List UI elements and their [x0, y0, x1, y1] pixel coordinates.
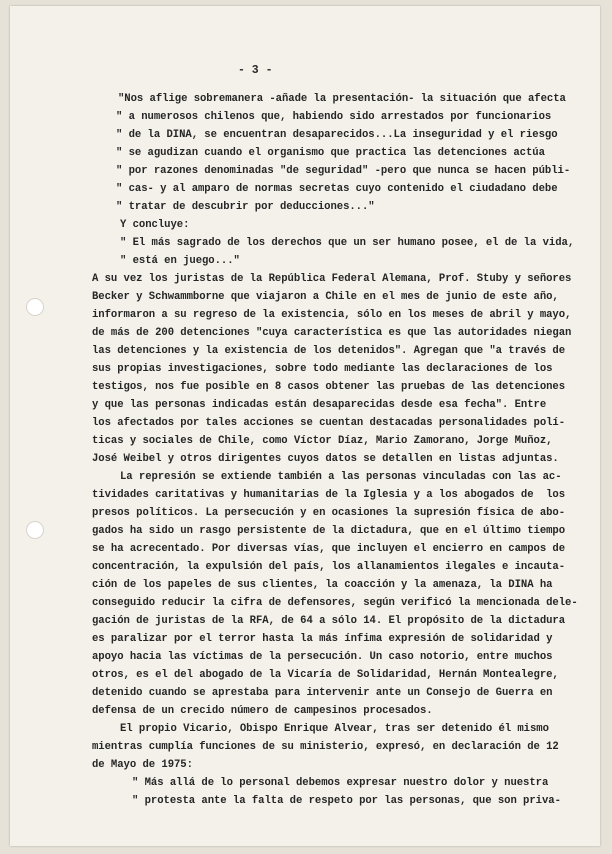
text-line: apoyo hacia las víctimas de la persecución. Un caso notorio, entre muchos [92, 651, 553, 663]
text-line: los afectados por tales acciones se cuentan destacadas personalidades polí- [92, 417, 566, 429]
page-number: - 3 - [238, 64, 273, 77]
text-line: Becker y Schwammborne que viajaron a Chile en el mes de junio de este año, [92, 291, 559, 303]
text-line: " Más allá de lo personal debemos expresar nuestro dolor y nuestra [132, 777, 549, 789]
text-line: " tratar de descubrir por deducciones..." [116, 201, 375, 213]
text-line: gados ha sido un rasgo persistente de la dictadura, que en el último tiempo [92, 525, 566, 537]
text-line: " está en juego..." [120, 255, 240, 267]
text-line: " cas- y al amparo de normas secretas cuyo contenido el ciudadano debe [116, 183, 558, 195]
text-line: Y concluye: [120, 219, 190, 231]
punch-hole [26, 298, 44, 316]
text-line: detenido cuando se aprestaba para intervenir ante un Consejo de Guerra en [92, 687, 553, 699]
text-line: defensa de un crecido número de campesinos procesados. [92, 705, 433, 717]
text-line: " a numerosos chilenos que, habiendo sido arrestados por funcionarios [116, 111, 552, 123]
text-line: presos políticos. La persecución y en ocasiones la supresión física de abo- [92, 507, 566, 519]
text-line: y que las personas indicadas están desaparecidas desde esa fecha". Entre [92, 399, 547, 411]
text-line: de más de 200 detenciones "cuya característica es que las autoridades niegan [92, 327, 572, 339]
text-line: " por razones denominadas "de seguridad" -pero que nunca se hacen públi- [116, 165, 571, 177]
text-line: sus propias investigaciones, sobre todo mediante las declaraciones de los [92, 363, 553, 375]
text-line: conseguido reducir la cifra de defensores, según verificó la mencionada dele- [92, 597, 578, 609]
text-line: las detenciones y la existencia de los detenidos". Agregan que "a través de [92, 345, 566, 357]
text-line: testigos, nos fue posible en 8 casos obtener las pruebas de las detenciones [92, 381, 566, 393]
text-line: " protesta ante la falta de respeto por las personas, que son priva- [132, 795, 561, 807]
document-page [10, 6, 600, 846]
text-line: ción de los papeles de sus clientes, la coacción y la amenaza, la DINA ha [92, 579, 553, 591]
text-line: de Mayo de 1975: [92, 759, 193, 771]
text-line: es paralizar por el terror hasta la más ínfima expresión de solidaridad y [92, 633, 553, 645]
text-line: gación de juristas de la RFA, de 64 a sólo 14. El propósito de la dictadura [92, 615, 566, 627]
text-line: informaron a su regreso de la existencia, sólo en los meses de abril y mayo, [92, 309, 572, 321]
text-line: concentración, la expulsión del país, los allanamientos ilegales e incauta- [92, 561, 566, 573]
text-line: mientras cumplía funciones de su ministerio, expresó, en declaración de 12 [92, 741, 559, 753]
text-line: José Weibel y otros dirigentes cuyos datos se detallen en listas adjuntas. [92, 453, 559, 465]
text-line: El propio Vicario, Obispo Enrique Alvear, tras ser detenido él mismo [120, 723, 549, 735]
text-line: " El más sagrado de los derechos que un ser humano posee, el de la vida, [120, 237, 575, 249]
text-line: " se agudizan cuando el organismo que practica las detenciones actúa [116, 147, 545, 159]
text-line: La represión se extiende también a las personas vinculadas con las ac- [120, 471, 562, 483]
text-line: A su vez los juristas de la República Federal Alemana, Prof. Stuby y señores [92, 273, 572, 285]
punch-hole [26, 521, 44, 539]
text-line: ticas y sociales de Chile, como Víctor Díaz, Mario Zamorano, Jorge Muñoz, [92, 435, 553, 447]
text-line: " de la DINA, se encuentran desaparecidos...La inseguridad y el riesgo [116, 129, 558, 141]
text-line: otros, es el del abogado de la Vicaría de Solidaridad, Hernán Montealegre, [92, 669, 559, 681]
text-line: "Nos aflige sobremanera -añade la presentación- la situación que afecta [118, 93, 566, 105]
text-line: tividades caritativas y humanitarias de la Iglesia y a los abogados de los [92, 489, 566, 501]
text-line: se ha acrecentado. Por diversas vías, que incluyen el encierro en campos de [92, 543, 566, 555]
